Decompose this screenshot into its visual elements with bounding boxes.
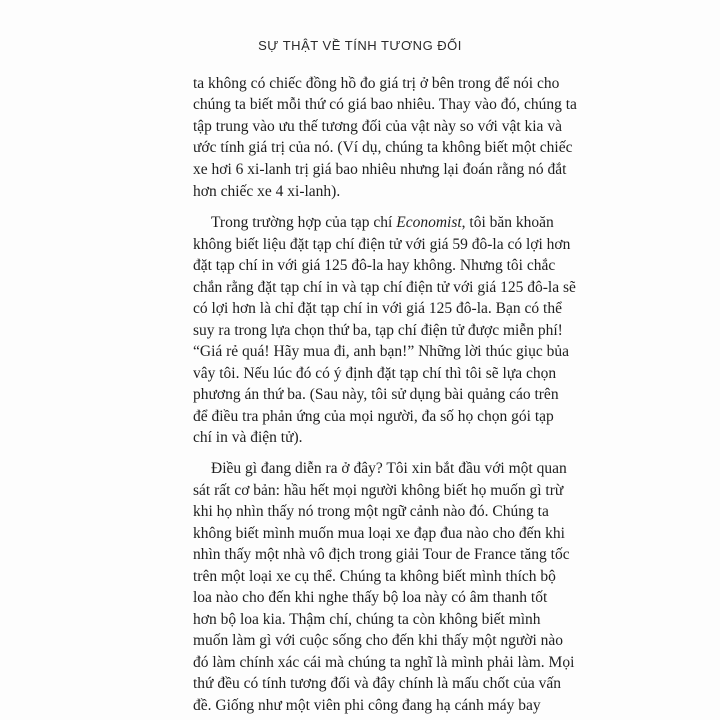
text-line: đặt tạp chí in với giá 125 đô-la hay không. Nhưng tôi chắc <box>193 257 556 274</box>
text-line-start: Trong trường hợp của tạp chí <box>211 214 397 231</box>
text-line: khi họ nhìn thấy nó trong một ngữ cảnh nào đó. Chúng ta <box>193 503 549 520</box>
text-line: sát rất cơ bản: hầu hết mọi người không biết họ muốn gì trừ <box>193 482 564 499</box>
text-line: Điều gì đang diễn ra ở đây? Tôi xin bắt đầu với một quan <box>211 460 567 477</box>
text-line: đó làm chính xác cái mà chúng ta nghĩ là mình phải làm. Mọi <box>193 654 575 671</box>
text-line: vây tôi. Nếu lúc đó có ý định đặt tạp chí thì tôi sẽ lựa chọn <box>193 365 557 382</box>
text-line: phương án thứ ba. (Sau này, tôi sử dụng bài quảng cáo trên <box>193 386 559 403</box>
text-line: xe hơi 6 xi-lanh trị giá bao nhiêu nhưng lại đoán rằng nó đắt <box>193 161 567 178</box>
text-line: trên một loại xe cụ thể. Chúng ta không biết mình thích bộ <box>193 568 556 585</box>
text-line: tập trung vào ưu thế tương đối của vật này so với vật kia và <box>193 118 562 135</box>
text-line: đề. Giống như một viên phi công đang hạ cánh máy bay <box>193 697 541 714</box>
text-line: chúng ta biết mỗi thứ có giá bao nhiêu. Thay vào đó, chúng ta <box>193 96 577 113</box>
text-line: loa nào cho đến khi nghe thấy bộ loa này có âm thanh tốt <box>193 589 548 606</box>
text-line-first <box>211 213 554 233</box>
text-line: hơn chiếc xe 4 xi-lanh). <box>193 183 341 200</box>
text-line: suy ra trong lựa chọn thứ ba, tạp chí điện tử được miễn phí! <box>193 322 563 339</box>
magazine-name: Economist <box>396 214 462 231</box>
text-line: hơn bộ loa kia. Thậm chí, chúng ta còn không biết mình <box>193 611 541 628</box>
text-line: chắn rằng đặt tạp chí in và tạp chí điện tử với giá 125 đô-la sẽ <box>193 279 576 296</box>
text-line: không biết mình muốn mua loại xe đạp đua nào cho đến khi <box>193 525 565 542</box>
text-line: chí in và điện tử). <box>193 429 303 446</box>
text-line: không biết liệu đặt tạp chí điện tử với giá 59 đô-la có lợi hơn <box>193 236 571 253</box>
text-line: thứ đều có tính tương đối và đây chính là mấu chốt của vấn <box>193 675 562 692</box>
text-line: có lợi hơn là chỉ đặt tạp chí in với giá 125 đô-la. Bạn có thể <box>193 300 562 317</box>
text-line: nhìn thấy một nhà vô địch trong giải Tour de France tăng tốc <box>193 546 570 563</box>
text-line-end: , tôi băn khoăn <box>461 214 554 231</box>
text-line: muốn làm gì với cuộc sống cho đến khi thấy một người nào <box>193 632 564 649</box>
text-line: để điều tra phản ứng của mọi người, đa số họ chọn gói tạp <box>193 408 554 425</box>
text-line: ta không có chiếc đồng hồ đo giá trị ở bên trong để nói cho <box>193 75 560 92</box>
running-header: SỰ THẬT VỀ TÍNH TƯƠNG ĐỐI <box>258 38 462 53</box>
text-line: “Giá rẻ quá! Hãy mua đi, anh bạn!” Những lời thúc giục bủa <box>193 343 569 360</box>
text-line: ước tính giá trị của nó. (Ví dụ, chúng ta không biết một chiếc <box>193 139 573 156</box>
